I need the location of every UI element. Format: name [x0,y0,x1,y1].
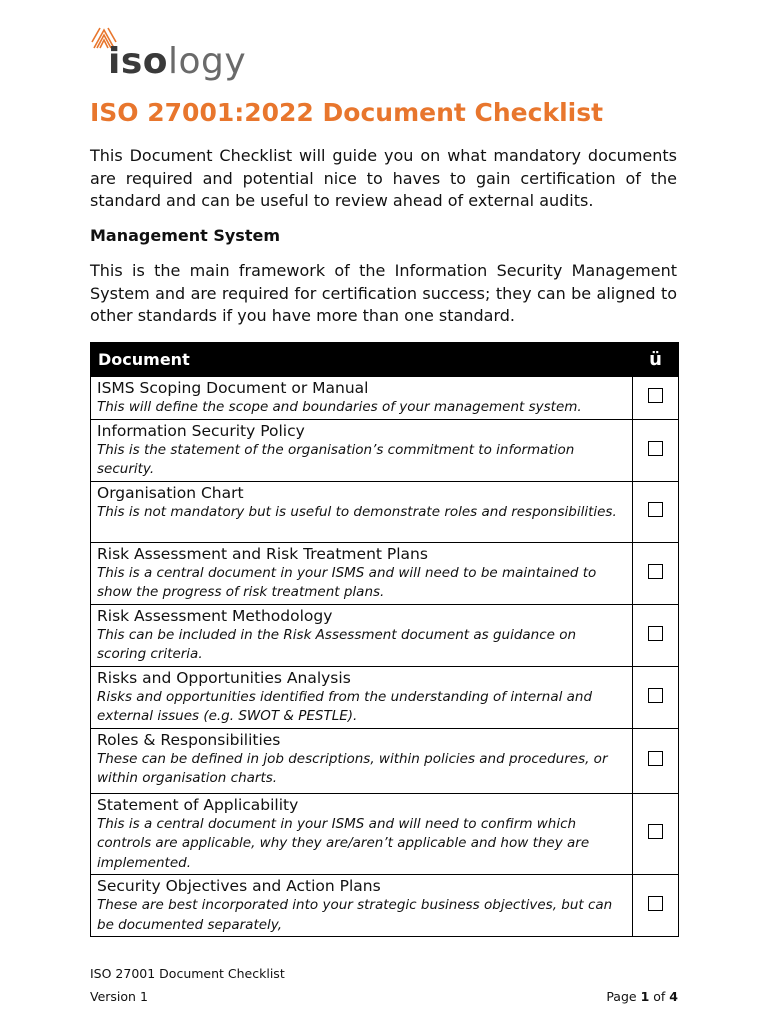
document-name: Information Security Policy [97,421,305,440]
document-description: These can be defined in job descriptions, within policies and procedures, or within organisation charts. [97,750,608,786]
table-row [91,728,679,793]
document-checklist-table [90,342,679,937]
table-row [91,604,679,666]
table-row [91,377,679,420]
document-description: This will define the scope and boundaries of your management system. [97,399,582,415]
checkbox[interactable] [648,896,663,911]
document-name: Statement of Applicability [97,795,299,814]
intro-paragraph: This Document Checklist will guide you on what mandatory documents are required and potential nice to haves to gain certification of the standard and can be useful to review ahead of external audits. [90,146,677,210]
footer-version: Version 1 [90,989,148,1004]
document-name: Risk Assessment Methodology [97,606,333,625]
section-heading: Management System [90,226,280,245]
column-header-check: ü [633,343,679,377]
page-number [606,989,678,1004]
table-row [91,875,679,937]
footer-document-name: ISO 27001 Document Checklist [90,966,285,981]
table-row [91,419,679,481]
document-name: Organisation Chart [97,483,244,502]
page-title: ISO 27001:2022 Document Checklist [90,98,604,127]
checkbox[interactable] [648,388,663,403]
page-current: 1 [640,989,650,1004]
checkbox[interactable] [648,824,663,839]
document-name: Risk Assessment and Risk Treatment Plans [97,544,428,563]
checkbox[interactable] [648,751,663,766]
table-row [91,542,679,604]
document-description: This can be included in the Risk Assessment document as guidance on scoring criteria. [97,626,577,662]
checkbox[interactable] [648,441,663,456]
document-description: This is a central document in your ISMS and will need to be maintained to show the progress of risk treatment plans. [97,564,597,600]
column-header-document: Document [91,343,633,377]
document-name: ISMS Scoping Document or Manual [97,379,369,397]
document-description: This is the statement of the organisation’s commitment to information security. [97,441,575,477]
checkbox[interactable] [648,502,663,517]
page-total: 4 [669,989,678,1004]
document-description: These are best incorporated into your strategic business objectives, but can be documented separately, [97,897,613,933]
table-row [91,666,679,728]
document-name: Roles & Responsibilities [97,730,281,749]
document-description: This is not mandatory but is useful to demonstrate roles and responsibilities. [97,503,617,520]
checkbox[interactable] [648,626,663,641]
table-row [91,793,679,875]
checkbox[interactable] [648,688,663,703]
isology-logo-text: isology [108,41,247,82]
table-header-row [91,343,679,377]
document-description: Risks and opportunities identified from the understanding of internal and external issues (e.g. SWOT & PESTLE). [97,688,593,724]
table-row [91,481,679,542]
document-name: Security Objectives and Action Plans [97,877,381,895]
checkbox[interactable] [648,564,663,579]
page-label: Page [606,989,637,1004]
document-description: This is a central document in your ISMS and will need to confirm which controls are applicable, why they are/aren’t applicable and how they are implemented. [97,815,590,871]
page-of: of [653,989,666,1004]
document-name: Risks and Opportunities Analysis [97,668,351,687]
section-description: This is the main framework of the Information Security Management System and are required for certification success; they can be aligned to other standards if you have more than one standard. [90,261,677,325]
